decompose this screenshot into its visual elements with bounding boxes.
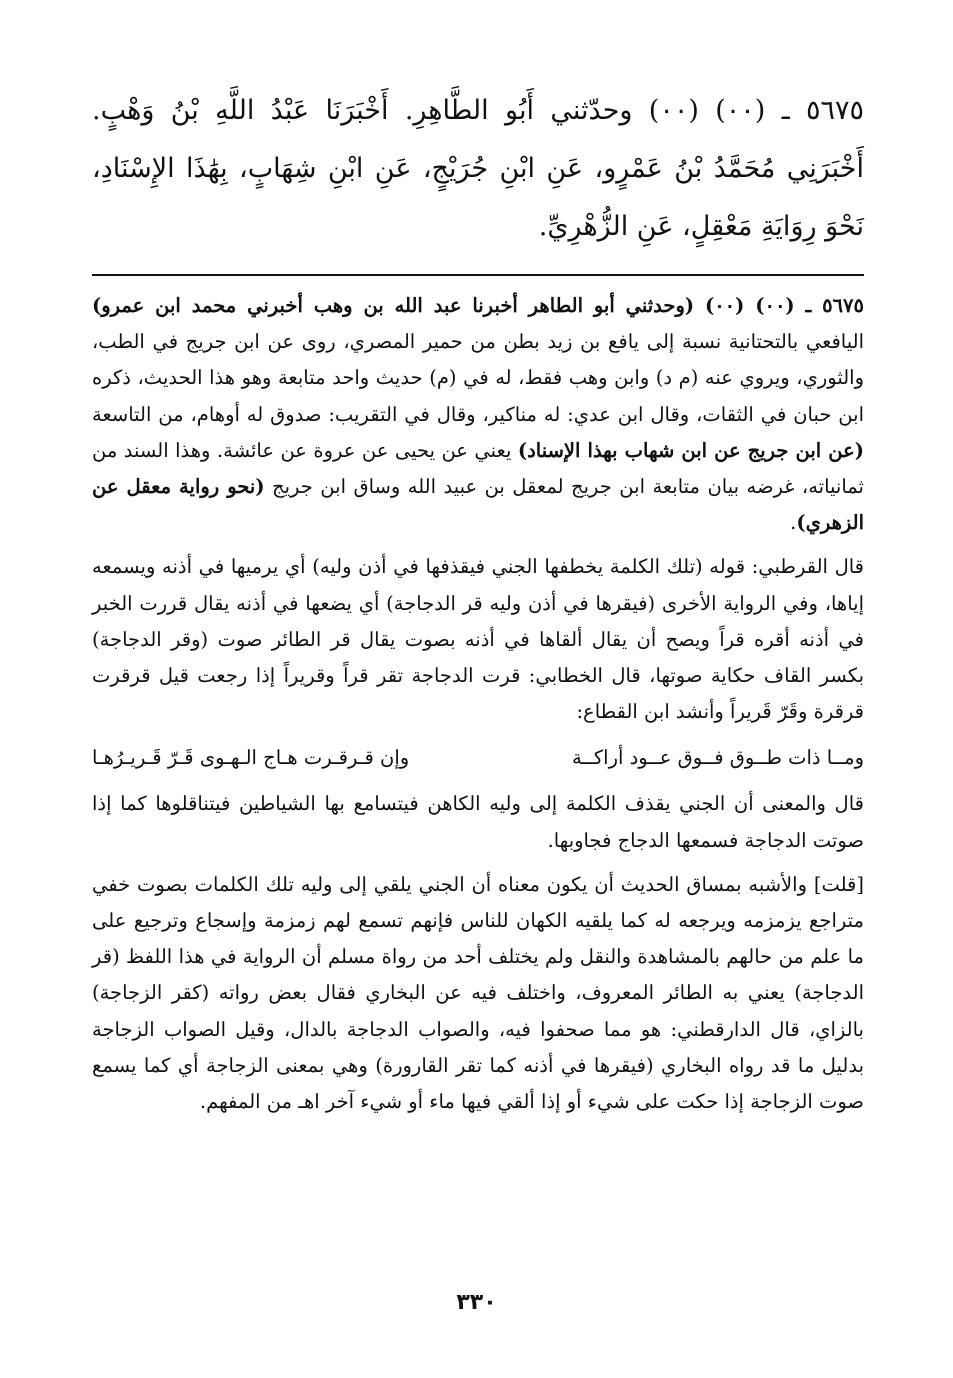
chain-notes: يعني عن يحيى عن عروة عن عائشة. وهذا السند من ثمانياته، غرضه بيان متابعة ابن جريج لمعقل بن عبيد الله وساق ابن جريج — [92, 438, 864, 499]
narrator-notes: اليافعي بالتحتانية نسبة إلى يافع بن زيد بطن من حمير المصري، روى عن ابن جريج في الطب، والثوري، ويروي عنه (م د) وابن وهب فقط، له في (م) حديث واحد متابعة وهو هذا الحديث، ذكره ابن حبان في الثقات، وقال ابن عدي: له مناكير، وقال في التقريب: صدوق له أوهام، من التاسعة — [92, 330, 864, 426]
commentary — [92, 288, 864, 1120]
narration-chain-bold: ٥٦٧٥ ـ (٠٠) (٠٠) (وحدثني أبو الطاهر أخبرنا عبد الله بن وهب أخبرني محمد ابن عمرو) — [92, 294, 864, 317]
poem-verse — [92, 738, 864, 778]
chain-quote-bold: (عن ابن جريج عن ابن شهاب بهذا الإسناد) — [517, 438, 864, 462]
paragraph-end: . — [790, 511, 797, 535]
commentary-paragraph-4: [قلت] والأشبه بمساق الحديث أن يكون معناه أن الجني يلقي إلى وليه تلك الكلمات بصوت خفي متراجع يزمزمه ويرجعه له كما يلقيه الكهان للناس فإنهم تسمع لهم زمزمة وإسجاع وترجيع على ما علم من حالهم بالمشاهدة والنقل ولم يختلف أحد من رواة مسلم أن الرواية في هذا اللفظ (قر الدجاجة) يعني به الطائر المعروف، واختلف فيه عن البخاري فقال بعض رواته (كقر الزجاجة) بالزاي، قال الدارقطني: هو مما صحفوا فيه، والصواب الدجاجة بالدال، وقيل الصواب الزجاجة بدليل ما قد رواه البخاري (فيقرها في أذنه كما تقر القارورة) وهي بمعنى الزجاجة أي كما يسمع صوت الزجاجة إذا حكت على شيء أو إذا ألقي فيها ماء أو شيء آخر اهـ من المفهم. — [92, 872, 864, 1114]
narration-quote-bold: (نحو رواية معقل عن الزهري) — [92, 475, 864, 535]
poem-first-hemistich: ومــا ذات طــوق فــوق عــود أراكــة — [571, 746, 864, 770]
poem-second-hemistich: وإن قـرقـرت هـاج الـهـوى قَـرّ قَـريـرُهـا — [92, 746, 410, 770]
commentary-paragraph-2: قال القرطبي: قوله (تلك الكلمة يخطفها الجني فيقذفها في أذن وليه) أي يرميها في أذنه ويسمعه إياها، وفي الرواية الأخرى (فيقرها في أذن وليه قر الدجاجة) أي يضعها في أذنه يقال قررت الخبر في أذنه أقره قراً ويصح أن يقال ألقاها في أذنه بصوت يقال قر الطائر صوت (وقر الدجاجة) بكسر القاف حكاية صوتها، قال الخطابي: قرت الدجاجة تقر قراً وقريراً إذا رجعت قيل قرقرت قرقرة وقَرّ قَريراً وأنشد ابن القطاع: — [92, 555, 864, 724]
separator-line — [92, 274, 864, 276]
hadith-text: ٥٦٧٥ ـ (٠٠) (٠٠) وحدّثني أَبُو الطَّاهِرِ. أَخْبَرَنَا عَبْدُ اللَّهِ بْنُ وَهْبٍ. أَخْبَرَنِي مُحَمَّدُ بْنُ عَمْرٍو، عَنِ ابْنِ جُرَيْجٍ، عَنِ ابْنِ شِهَابٍ، بِهَٰذَا الإِسْنَادِ، نَحْوَ رِوَايَةِ مَعْقِلٍ، عَنِ الزُّهْرِيِّ. — [92, 95, 864, 242]
page-number: ٣٣٠ — [456, 1290, 497, 1315]
commentary-paragraph-1 — [92, 288, 864, 541]
page-body — [92, 82, 864, 1120]
commentary-paragraph-3: قال والمعنى أن الجني يقذف الكلمة إلى وليه الكاهن فيتسامع بها الشياطين فيتناقلوها كما إذا صوتت الدجاجة فسمعها الدجاج فجاوبها. — [92, 792, 864, 852]
